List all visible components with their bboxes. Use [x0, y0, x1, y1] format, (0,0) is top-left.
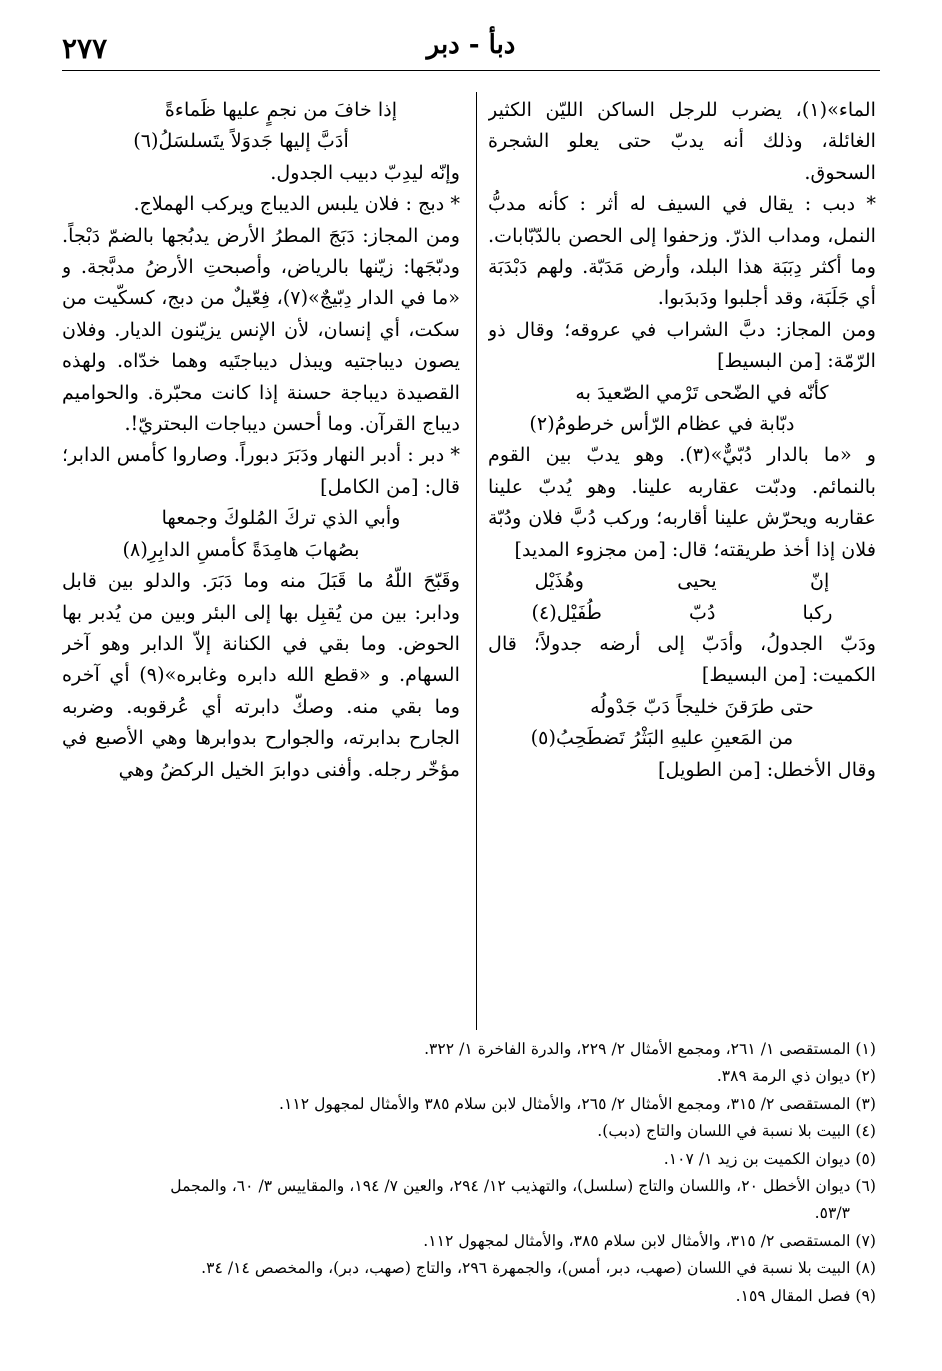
paragraph: وقال الأخطل: [من الطويل] [658, 757, 876, 781]
verse-line [488, 597, 876, 628]
page-number: ٢٧٧ [62, 32, 108, 65]
verse-line: من المَعينِ عليهِ البَثْرُ تَضطَحِبُ(٥) [530, 726, 794, 750]
footnote: (٤) البيت بلا نسبة في اللسان والتاج (دبب). [597, 1122, 876, 1141]
page-header [62, 26, 880, 71]
paragraph: ودَبّ الجدولُ، وأدَبّ إلى أرضه جدولاً؛ قال الكميت: [من البسيط] [488, 631, 876, 687]
verse-word: ركبا [802, 600, 833, 624]
page-title: دبأ - دبر [426, 30, 516, 60]
verse-word: يحيى [677, 569, 717, 593]
verse-line: أدَبَّ إليها جَدوَلاً يتَسلسَلُ(٦) [133, 129, 349, 153]
verse-line: وأبي الذي تركَ المُلوكَ وجمعها [161, 506, 401, 530]
verse-word: وهُذَيْل [534, 569, 584, 593]
verse-word: طُفَيْل(٤) [531, 600, 603, 624]
footnote: ٥٣/٣. [814, 1204, 850, 1223]
paragraph: الماء»(١)، يضرب للرجل الساكن الليّن الكثير الغائلة، وذلك أنه يدبّ حتى يعلو الشجرة السحوق. [488, 98, 876, 184]
left-text-column [62, 94, 460, 1014]
column-divider [476, 92, 477, 1030]
paragraph: * دبج : فلان يلبس الديباج ويركب الهملاج. [133, 192, 460, 216]
verse-line: إذا خافَ من نجمٍ عليها ظَماءةً [164, 98, 398, 121]
verse-line: دبّابة في عظام الرّأس خرطومُ(٢) [529, 412, 795, 436]
paragraph: وقَبّحَ اللّهُ ما قَبَلَ منه وما دَبَرَ. والدلو بين قابل ودابر: بين من يُقبِل بها إلى البئر وبين من يُدبر بها الحوض. وما بقي في الكنانة إلاّ الدابر وهو آخر السهام. و «قطع الله دابره وغابره»(٩) أي آخره وما بقي منه. وصكّ دابرته أي عُرقوبه. وضربه الجارح بدابرته، والجوارح بدوابرها وهي الأصبع في مؤخّر رجله. وأفنى دوابرَ الخيل الركضُ وهي [62, 569, 460, 781]
footnote: (٦) ديوان الأخطل ٢٠، واللسان والتاج (سلسل)، والتهذيب ١٢/ ٢٩٤، والعين ٧/ ١٩٤، والمقاييس ٣/ ٦٠، والمجمل [170, 1177, 876, 1196]
verse-line: كأنّه في الضّحى تَرْمي الصّعيدَ به [575, 380, 829, 404]
paragraph: * دبب : يقال في السيف له أثر : كأنه مدبُّ النمل، ومداب الذرّ. وزحفوا إلى الحصن بالدّبّابات. وما أكثر دِبَبَة هذا البلد، وأرض مَدَبّة. ولهم دَبْدَبَة أي جَلَبَة، وقد أجلبوا ودَبدَبوا. [488, 192, 876, 310]
verse-line [488, 565, 876, 596]
paragraph: وإنّه ليدِبّ دبيب الجدول. [270, 160, 460, 184]
verse-word: دُبّ [688, 600, 716, 624]
verse-line: حتى طرَقنَ خليجاً دَبّ جَدْولُه [590, 694, 814, 718]
footnote: (٢) ديوان ذي الرمة ٣٨٩. [716, 1067, 876, 1086]
verse-word: إنّ [809, 569, 830, 593]
right-text-column [488, 94, 876, 1014]
footnote: (٩) فصل المقال ١٥٩. [735, 1286, 876, 1305]
verse-line: بصُهابَ هامِدَةً كأمسِ الدابِرِ(٨) [122, 537, 360, 561]
footnote: (٥) ديوان الكميت بن زيد ١/ ١٠٧. [663, 1149, 876, 1168]
footnotes [66, 1036, 876, 1310]
footnote: (٨) البيت بلا نسبة في اللسان (صهب، دبر، أمس)، والجمهرة ٢٩٦، والتاج (صهب، دبر)، والمخصص ١٤/ ٣٤. [201, 1259, 876, 1278]
footnote: (٣) المستقصى ٢/ ٣١٥، ومجمع الأمثال ٢/ ٢٦٥، والأمثال لابن سلام ٣٨٥ والأمثال لمجهول ١١٢. [279, 1094, 876, 1113]
paragraph: ومن المجاز: دبَّ الشراب في عروقه؛ وقال ذو الرّمّة: [من البسيط] [488, 317, 876, 373]
paragraph: * دبر : أدبر النهار ودَبَرَ دبوراً. وصاروا كأمس الدابر؛ قال: [من الكامل] [62, 443, 460, 498]
footnote: (٧) المستقصى ٢/ ٣١٥، والأمثال لابن سلام ٣٨٥، والأمثال لمجهول ١١٢. [423, 1231, 876, 1250]
paragraph: ومن المجاز: دَبَجَ المطرُ الأرض يدبُجها بالضمّ دَبْجاً. ودبّجَها: زيّنها بالرياض، وأصبحتِ الأرضُ مدبَّجة. و «ما في الدار دِبّيجٌ»(٧)، فِعّيلٌ من دبج، كسكّيت من سكت، أي إنسان، لأن الإنس يزيّنون الديار. وفلان يصون ديباجتيه ويبذل ديباجتَيه وهما خدّاه. ولهذه القصيدة ديباجة حسنة إذا كانت محبّرة. والحواميم ديباج القرآن. وما أحسن ديباجات البحتريّ!. [62, 223, 460, 436]
paragraph: و «ما بالدار دُبّيٌّ»(٣). وهو يدبّ بين القوم بالنمائم. ودبّت عقاربه علينا. وهو يُدبّ علينا عقاربه ويحرّش علينا أقاربه؛ وركب دُبَّ فلان ودُبّة فلان إذا أخذ طريقته؛ قال: [من مجزوء المديد] [488, 443, 876, 561]
footnote: (١) المستقصى ١/ ٢٦١، ومجمع الأمثال ٢/ ٢٢٩، والدرة الفاخرة ١/ ٣٢٢. [424, 1040, 876, 1058]
